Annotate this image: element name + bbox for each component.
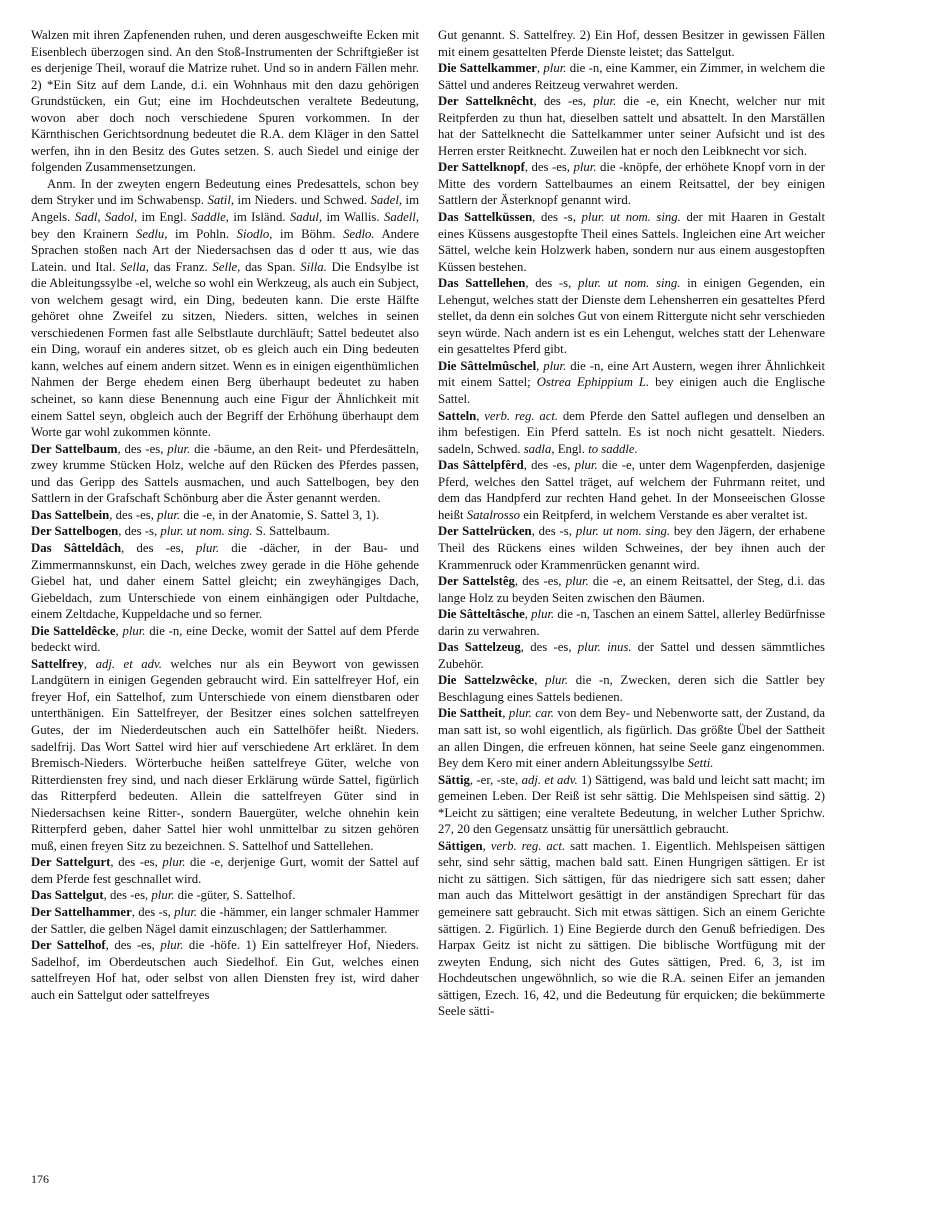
paragraph [438,606,825,639]
entry-headword: Die Sattelkammer [438,61,537,76]
paragraph [438,523,825,573]
body-text: , des -es, [121,540,197,555]
body-text: die -dächer, in der Bau- und Zimmermannskunst, ein Dach, welches zwey gerade in die Höhe gehende Giebel hat, und daher einem Sattel gleicht; ein zweyhängiges Dach, Giebeldach, zum Unterschiede von einem einhängigen oder Pultdache, einem Zeltdache, Kuppeldache und so ferner. [31,540,419,622]
body-text: , des -s, [118,524,161,539]
italic-text: plur. [593,94,617,109]
italic-text: plur. [160,938,184,953]
entry-headword: Das Sâttelpfêrd [438,458,524,473]
body-text: ein Reitpferd, in welchem Verstande es aber veraltet ist. [520,507,808,522]
paragraph [438,457,825,523]
paragraph [31,507,419,524]
body-text: , [524,607,532,622]
italic-text: plur. [531,607,555,622]
entry-headword: Die Sattelzwêcke [438,673,535,688]
body-text: der Sattel und dessen sämmtliches Zubehör. [438,640,825,671]
italic-text: Sella, [120,259,149,274]
paragraph [438,408,825,458]
body-text: , des -s, [131,904,175,919]
body-text: die -e, derjenige Gurt, womit der Sattel auf dem Pferde fest geschnallet wird. [31,855,419,886]
body-text: bey den Krainern [31,226,136,241]
entry-headword: Die Sâtteltâsche [438,607,525,622]
page-number: 176 [31,1172,49,1186]
italic-text: Silla. [300,259,327,274]
italic-text: plur. [543,358,567,373]
body-text: satt machen. 1. Eigentlich. Mehlspeisen sättigen sehr, sind sehr sättig, machen bald satt. Einen Hungrigen sättigen. Er ist nicht zu sättigen. Sich sättigen, für das niedrigere sich satt essen; daher man auch das Mittelwort gesättigt in der anständigen Sprechart für das gemeinere satt gebraucht. Sich mit etwas sättigen. Sich an einem Gerichte sättigen. 2. Figürlich. 1) Eine Begierde durch den Genuß befriedigen. Des Harpax Geitz ist nicht zu sättigen. Die biblische Wortfügung mit der zweyten Endung, sich nicht des Gutes sättigen, Pred. 6, 3, ist im Hochdeutschen ungewöhnlich, so wie die R.A. seinen Eifer an jemanden sättigen, Ezech. 16, 42, und die Bedeutung für erquicken; die bekümmerte Seele sätti- [438,838,826,1019]
entry-headword: Sattelfrey [31,656,84,671]
italic-text: to saddle. [588,441,638,456]
entry-headword: Das Sattelgut [31,888,104,903]
italic-text: plur. [543,61,567,76]
body-text: Die Endsylbe ist die Ableitungssylbe -el, welche so wohl ein Werkzeug, als auch ein Subject, von welchem gesagt wird, ein Ding, bedeuten kann. Die erste Hälfte gehöret ohne Zweifel zu sitzen, Nieders. sitten, welches in seinen verschiedenen Formen fast alle Selbstlaute durchläuft; Sattel bedeutet also ein Ding, worauf ein anderes sitzet, ob es gleich auch ein Ding bedeuten kann, welches auf einem andern sitzet. Wenn es in einigen eigenthümlichen Nahmen der Berge ehedem einen Berg überhaupt bedeutet zu haben scheinet, so kann diese Benennung auch eine Figur der Ähnlichkeit mit einem Sattel seyn, obgleich auch der Begriff der Erhöhung überhaupt dem Worte gar wohl zukommen könnte. [31,259,419,440]
body-text: im Isländ. [228,210,290,225]
italic-text: Sedlu, [135,226,168,241]
body-text: , [536,358,544,373]
entry-headword: Der Sattelbogen [31,524,119,539]
italic-text: Siodlo, [236,226,273,241]
body-text: , des -s, [525,276,578,291]
body-text: im Angels. [31,193,420,225]
paragraph [438,159,825,209]
paragraph [438,639,825,672]
body-text: das Franz. [148,259,213,274]
body-text: das Span. [240,259,301,274]
body-text: , des -es, [524,160,574,175]
body-text: , des -es, [110,855,163,870]
entry-headword: Der Sattelgurt [31,855,111,870]
italic-text: Sadul, [289,210,323,225]
paragraph [438,93,825,159]
body-text: , des -es, [514,574,566,589]
italic-text: plur. [151,888,175,903]
italic-text: plur. ut nom. sing. [160,524,253,539]
paragraph [438,209,825,275]
italic-text: Saddle, [191,210,229,225]
italic-text: plur. [174,904,198,919]
italic-text: adj. et adv. [521,772,578,787]
body-text: die -e, unter dem Wagenpferden, dasjenige Pferd, welches den Sattel träget, auf welchem der Fuhrmann reitet, und dem das Handpferd zur rechten Hand gehet. In der Monseeischen Glosse heißt [438,458,825,522]
body-text: die -n, eine Decke, womit der Sattel auf dem Pferde bedeckt wird. [31,623,419,655]
body-text: , des -es, [533,94,594,109]
body-text: die -e, in der Anatomie, S. Sattel 3, 1). [180,507,380,522]
italic-text: Satalrosso [466,507,521,522]
body-text: die -n, Zwecken, deren sich die Sattler bey Beschlagung eines Sattels bedienen. [438,673,825,704]
body-text: die -n, eine Art Austern, wegen ihrer Ähnlichkeit mit einem Sattel; [438,358,825,390]
italic-text: sadla, [523,441,555,456]
entry-headword: Das Sattelzeug [438,640,521,655]
body-text: von dem Bey- und Nebenworte satt, der Zustand, da man satt ist, so wohl eigentlich, als figürlich. Das größte Übel der Sattheit an allen Dingen, die erfreuen können, hat seine Seele ganz eingenommen. Bey dem Kero mit einer andern Ableitungssylbe [438,706,826,771]
right-column [438,27,825,1020]
italic-text: plur. ut nom. sing. [575,524,671,539]
entry-headword: Der Sattelrücken [438,524,532,539]
body-text: die -güter, S. Sattelhof. [174,888,296,903]
body-text: , des -es, [109,507,158,522]
italic-text: Sadell, [383,210,420,225]
body-text: 1) Sättigend, was bald und leicht satt macht; im gemeinen Leben. Der Reiß ist sehr sättig. Die Mehlspeisen sind sättig. 2) *Leicht zu sättigen; eine veraltete Bedeutung, in welcher Luther Sprichw. 27, 20 den Gegensatz unsättig für unersättlich gebraucht. [438,772,825,837]
paragraph [438,772,825,838]
paragraph [438,705,825,771]
body-text: die -höfe. 1) Ein sattelfreyer Hof, Nieders. Sadelhof, im Oberdeutschen auch Siedelhof. Ein Gut, welches einen sattelfreyen Hof hat, oder selbst von allen Diensten frey ist, wird daher auch ein Sattelgut oder sattelfreyes [31,938,419,1002]
body-text: die -e, an einem Reitsattel, der Steg, d.i. das lange Holz zu beyden Seiten zwischen den Bäumen. [438,574,825,605]
paragraph [31,904,419,937]
italic-text: plur. [565,574,589,589]
body-text: , [476,408,485,423]
body-text: die -n, eine Kammer, ein Zimmer, in welchem die Sättel und anderes Reitzeug verwahret werden. [438,61,825,92]
body-text: Andere Sprachen stoßen nach Art der Niedersachsen das d oder tt aus, wie das Latein. und Ital. [31,226,419,274]
italic-text: verb. reg. act. [484,408,559,423]
entry-headword: Die Satteldêcke [31,623,116,638]
italic-text: Setti. [687,756,714,771]
body-text: im Nieders. und Schwed. [234,193,371,208]
paragraph [31,937,419,1003]
paragraph [31,540,419,623]
body-text: in einigen Gegenden, ein Lehengut, welches statt der Dienste dem Lehensherren ein gesatteltes Pferd stellet, da denn ein solches Gut von einem Rittergute nicht sehr verschieden seyn würde. Nach andern ist es ein Lehengut, welches statt der Lehenware ein gesatteltes Pferd gibt. [438,276,825,357]
entry-headword: Der Sattelknopf [438,160,525,175]
body-text: der mit Haaren in Gestalt eines Küssens ausgestopfte Theil eines Sattels. Ingleichen eine Art weicher Sättel, welche kein Holzwerk haben, sondern nur aus einem ausgestopften Küssen bestehen. [438,210,825,274]
italic-text: adj. et adv. [95,656,162,671]
body-text: , [115,623,123,638]
italic-text: plur. [157,507,181,522]
body-text: die -hämmer, ein langer schmaler Hammer der Sattler, die gelben Nägel damit einzuschlagen; der Sattlerhammer. [31,904,419,936]
body-text: die -e, ein Knecht, welcher nur mit Reitpferden zu thun hat, dieselben sattelt und absattelt. In den Marställen hat der Sattelknecht die Sattelkammer unter seiner Aufsicht und ist des Herren erster Reitknecht. Zuweilen hat er noch den Leibknecht vor sich. [438,94,825,158]
paragraph [31,27,419,176]
body-text: Anm. In der zweyten engern Bedeutung eines Predesattels, schon bey dem Stryker und im Schwabensp. [31,176,419,208]
entry-headword: Der Sattelknêcht [438,94,534,109]
body-text: bey einigen auch die Englische Sattel. [438,375,826,407]
italic-text: plur. [574,458,598,473]
italic-text: Sadel, [370,193,403,208]
entry-headword: Der Sattelstêg [438,574,515,589]
body-text: Engl. [554,441,589,456]
body-text: , des -s, [532,210,582,225]
italic-text: plur. [573,160,597,175]
italic-text: plur. [122,623,146,638]
entry-headword: Das Sattelbein [31,507,110,522]
paragraph [31,887,419,904]
paragraph [31,656,419,855]
left-column [31,27,419,1003]
body-text: die -n, Taschen an einem Sattel, allerley Bedürfnisse darin zu verwahren. [438,607,826,638]
italic-text: plur. car. [508,706,554,721]
body-text: , des -es, [105,938,161,953]
body-text: , des -es, [117,441,168,456]
body-text: , [536,61,544,76]
body-text: , des -s, [531,524,576,539]
italic-text: plur. inus. [577,640,632,655]
body-text: welches nur als ein Beywort von gewissen Landgütern in einigen Gegenden gebraucht wird. Ein sattelfreyer Hof, ein freyer Hof, ein Sattelhof, zum Unterschiede von einem dienstbaren oder unterthänigen. Ein Sattelfreyer, der Besitzer eines solchen sattelfreyen Gutes, der im Niederdeutschen auch ein Sattelhöfer heißt. Nieders. sadelfrij. Das Wort Sattel wird hier auf verschiedene Art erkläret. In dem Bremisch-Nieders. Wörterbuche heißen sattelfreye Güter, welche von Ritterdiensten frey sind, und nach dieser Erklärung würde Sattel, figürlich das Ritterpferd bedeuten. Allein die sattelfreyen Güter sind in Niedersachsen keine Ritter-, sondern Bauergüter, welche ohnehin kein Ritterpferd geben, daher Sattel hier wohl unmittelbar zu sitzen gehören muß, einen freyen Sitz zu bezeichnen. S. Sattelhof und Sattellehen. [31,656,420,853]
paragraph [438,27,825,60]
entry-headword: Der Sattelhof [31,938,106,953]
entry-headword: Die Sattheit [438,706,503,721]
italic-text: plur. [167,441,191,456]
paragraph [31,623,419,656]
body-text: die -bäume, an den Reit- und Pferdesätteln, zwey krumme Stücken Holz, welche auf den Rücken des Pferdes passen, und das Geripp des Sattels ausmachen, und auch Sattelbogen, bey den Sattlern in der Grafschaft Schönburg aber die Äster genannt werden. [31,441,419,506]
entry-headword: Satteln [438,408,477,423]
body-text: , des -es, [103,888,152,903]
entry-headword: Der Sattelhammer [31,904,132,919]
body-text: S. Sattelbaum. [252,524,330,539]
body-text: die -knöpfe, der erhöhete Knopf vorn in der Mitte des vordern Sattelbaumes an einem Reitsattel, der bey einigen Sattlern der Ästerknopf genannt wird. [438,160,825,208]
entry-headword: Das Sattelküssen [438,210,533,225]
italic-text: Selle, [212,259,241,274]
paragraph [31,523,419,540]
italic-text: verb. reg. act. [490,838,566,853]
entry-headword: Das Sâtteldâch [31,540,122,555]
entry-headword: Der Sattelbaum [31,441,118,456]
body-text: im Wallis. [322,210,384,225]
paragraph [438,358,825,408]
body-text: , des -es, [523,458,575,473]
italic-text: plur. [545,673,569,688]
body-text: im Böhm. [272,226,344,241]
paragraph [438,275,825,358]
body-text: dem Pferde den Sattel auflegen und denselben an ihm befestigen. Ein Pferd satteln. Es ist noch nicht gesattelt. Nieders. sadeln, Schwed. [438,408,826,456]
body-text: Walzen mit ihren Zapfenenden ruhen, und deren ausgeschweifte Ecken mit Eisenblech überzogen sind. An den Stoß-Instrumenten der Schriftgießer ist es derjenige Theil, worauf die Matrize ruhet. Und so in andern Fällen mehr. 2) *Ein Sitz auf dem Lande, d.i. ein Wohnhaus mit den dazu gehörigen Grundstücken, ein Gut; eine im Hochdeutschen veraltete Bedeutung, wovon aber doch noch verschiedene Spuren vorkommen. In der Kärnthischen Gerichtsordnung bedeutet die R.A. dem Kläger in den Sattel werfen, ihn in den Besitz des Gutes setzen. S. auch Siedel und einige der folgenden Zusammensetzungen. [31,28,419,175]
entry-headword: Sättig [438,772,470,787]
italic-text: plur. ut nom. sing. [577,276,681,291]
body-text: bey den Jägern, der erhabene Theil des Rückens eines wilden Schweines, der bey ihnen auch der Krammenruck oder Krammenrücken genannt wird. [438,524,825,572]
body-text: Gut genannt. S. Sattelfrey. 2) Ein Hof, dessen Besitzer in gewissen Fällen mit einem gesattelten Pferde Dienste leistet; das Sattelgut. [438,28,825,59]
paragraph [31,176,419,441]
paragraph [438,838,825,1020]
paragraph [438,672,825,705]
body-text: im Pohln. [167,226,237,241]
body-text: im Engl. [137,210,192,225]
entry-headword: Sättigen [438,838,483,853]
italic-text: plur. [196,540,220,555]
body-text: , [534,673,546,688]
entry-headword: Das Sattellehen [438,276,526,291]
body-text: , -er, -ste, [469,772,522,787]
body-text: , des -es, [520,640,578,655]
paragraph [438,573,825,606]
paragraph [438,60,825,93]
italic-text: Sedlo. [343,226,375,241]
italic-text: Ostrea Ephippium L. [536,375,650,390]
italic-text: plur. [162,855,186,870]
body-text: , [482,838,491,853]
entry-headword: Die Sâttelmûschel [438,358,537,373]
italic-text: plur. ut nom. sing. [581,210,681,225]
italic-text: Satil, [207,193,235,208]
italic-text: Sadl, Sadol, [74,210,138,225]
body-text: , [83,656,96,671]
paragraph [31,854,419,887]
body-text: , [502,706,509,721]
paragraph [31,441,419,507]
